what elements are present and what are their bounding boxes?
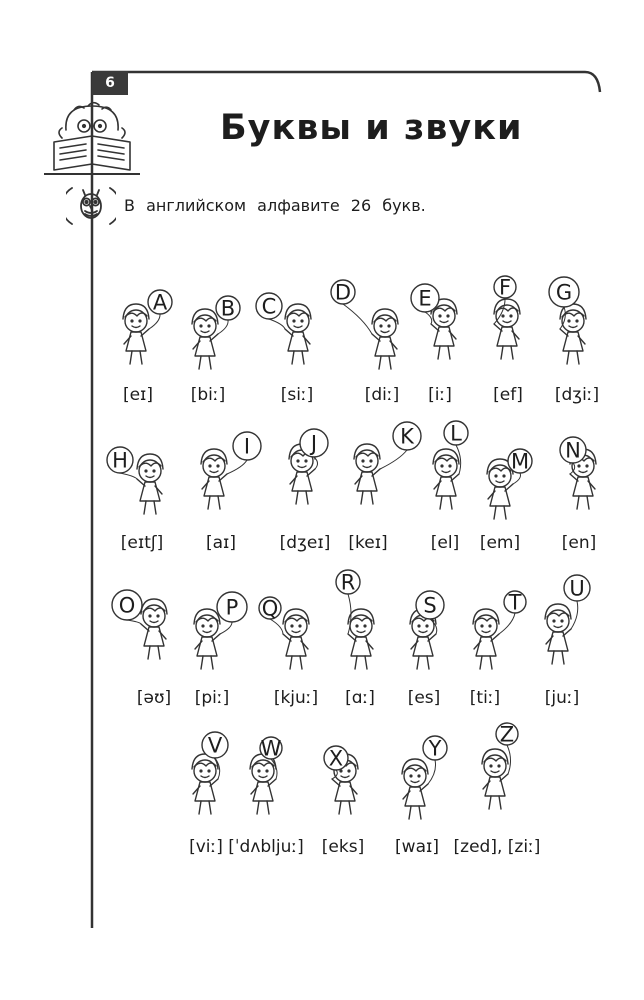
pronunciation: [viː] <box>189 837 223 857</box>
child-holding-balloon-icon <box>487 459 513 519</box>
balloon-letter: E <box>418 286 432 311</box>
balloon-letter: D <box>334 280 352 305</box>
balloon-string <box>269 319 285 329</box>
pronunciation: [əʊ] <box>136 688 172 708</box>
pronunciation: [waɪ] <box>395 837 439 857</box>
balloon-string <box>380 450 407 469</box>
child-holding-balloon-icon <box>372 309 398 369</box>
pronunciation: [eɪtʃ] <box>120 533 164 553</box>
child-holding-balloon-icon <box>402 759 428 819</box>
pronunciation: [juː] <box>544 688 580 708</box>
child-holding-balloon-icon <box>123 304 149 364</box>
pronunciation: [eks] <box>321 837 365 857</box>
alphabet-card-r <box>336 570 375 708</box>
balloon-string <box>127 620 141 624</box>
alphabet-card-y <box>395 736 447 857</box>
child-holding-balloon-icon <box>283 609 309 669</box>
pronunciation: [aɪ] <box>206 533 236 553</box>
alphabet-card-x <box>322 746 364 857</box>
balloon-letter: M <box>510 449 530 474</box>
alphabet-card-f <box>493 276 523 406</box>
alphabet-card-e <box>411 284 457 405</box>
balloon-string <box>571 601 578 629</box>
child-holding-balloon-icon <box>201 449 227 509</box>
balloon-string <box>343 304 372 334</box>
alphabet-card-a <box>123 290 172 405</box>
child-holding-balloon-icon <box>141 599 167 659</box>
child-holding-balloon-icon <box>137 454 163 514</box>
child-holding-balloon-icon <box>494 299 520 359</box>
alphabet-card-k <box>348 422 421 553</box>
balloon-letter: H <box>112 448 128 473</box>
balloon-string <box>227 460 247 474</box>
child-holding-balloon-icon <box>348 609 374 669</box>
alphabet-card-j <box>280 429 331 553</box>
child-holding-balloon-icon <box>560 304 586 364</box>
balloon-letter: A <box>152 290 168 315</box>
balloon-letter: K <box>400 424 414 449</box>
alphabet-card-z <box>454 723 541 858</box>
pronunciation: [eɪ] <box>122 385 154 405</box>
alphabet-card-d <box>331 280 399 405</box>
pronunciation: [ɑː] <box>345 688 375 708</box>
child-holding-balloon-icon <box>354 444 380 504</box>
page-number: 6 <box>92 71 128 95</box>
pronunciation: [zed], [ziː] <box>453 837 541 857</box>
pronunciation: [ef] <box>493 385 523 405</box>
child-holding-balloon-icon <box>194 609 220 669</box>
child-holding-balloon-icon <box>433 449 459 509</box>
balloon-string <box>513 473 521 484</box>
pronunciation: [iː] <box>428 385 452 405</box>
pronunciation: [dʒeɪ] <box>279 533 331 553</box>
pronunciation: [biː] <box>190 385 226 405</box>
pronunciation: [en] <box>561 533 597 553</box>
balloon-letter: U <box>569 576 585 601</box>
alphabet-card-u <box>545 575 590 708</box>
balloon-letter: F <box>498 275 512 300</box>
balloon-string <box>428 760 436 784</box>
alphabet-card-v <box>189 732 228 857</box>
child-holding-balloon-icon <box>192 309 218 369</box>
balloon-string <box>220 622 232 634</box>
alphabet-card-m <box>480 449 532 553</box>
child-holding-balloon-icon <box>250 754 276 814</box>
balloon-letter: W <box>260 736 282 761</box>
alphabet-card-o <box>112 590 171 708</box>
balloon-letter: G <box>555 280 573 305</box>
balloon-letter: P <box>225 595 239 620</box>
balloon-letter: Q <box>261 596 279 621</box>
pronunciation: [kjuː] <box>273 688 319 708</box>
page-title: Буквы и звуки <box>220 108 523 148</box>
balloon-letter: N <box>565 438 581 463</box>
alphabet-card-q <box>259 597 318 709</box>
alphabet-card-w <box>228 737 304 858</box>
balloon-letter: Y <box>428 736 442 761</box>
alphabet-card-t <box>470 591 526 709</box>
child-holding-balloon-icon <box>192 754 218 814</box>
pronunciation: [ˈdʌbljuː] <box>228 837 304 857</box>
pronunciation: [dʒiː] <box>554 385 600 405</box>
balloon-letter: I <box>243 434 251 459</box>
child-holding-balloon-icon <box>285 304 311 364</box>
balloon-string <box>499 613 515 634</box>
pronunciation: [tiː] <box>469 688 501 708</box>
pronunciation: [em] <box>479 533 521 553</box>
child-holding-balloon-icon <box>545 604 571 664</box>
balloon-letter: S <box>423 593 437 618</box>
pronunciation: [diː] <box>364 385 400 405</box>
alphabet-card-p <box>194 592 247 708</box>
alphabet-card-g <box>549 277 599 405</box>
alphabet-card-i <box>201 432 261 553</box>
intro-text: В английском алфавите 26 букв. <box>124 196 426 215</box>
balloon-letter: J <box>310 431 318 456</box>
pronunciation: [el] <box>430 533 460 553</box>
pronunciation: [piː] <box>194 688 230 708</box>
alphabet-card-n <box>560 437 596 553</box>
balloon-string <box>149 314 160 329</box>
balloon-letter: T <box>508 590 522 615</box>
balloon-letter: O <box>118 593 136 618</box>
alphabet-card-l <box>431 421 468 553</box>
balloon-letter: Z <box>499 722 515 747</box>
alphabet-card-c <box>256 293 313 405</box>
child-holding-balloon-icon <box>473 609 499 669</box>
balloon-string <box>270 619 283 634</box>
balloon-letter: V <box>207 733 223 758</box>
alphabet-card-h <box>107 447 163 553</box>
alphabet-card-b <box>191 296 240 405</box>
balloon-letter: C <box>261 294 277 319</box>
balloon-string <box>218 320 228 334</box>
balloon-string <box>120 473 137 479</box>
child-holding-balloon-icon <box>482 749 508 809</box>
balloon-letter: B <box>220 296 236 321</box>
pronunciation: [siː] <box>280 385 314 405</box>
alphabet-card-s <box>408 591 444 708</box>
pronunciation: [es] <box>407 688 441 708</box>
balloon-letter: L <box>450 421 462 446</box>
balloon-letter: R <box>340 570 356 595</box>
balloon-letter: X <box>328 746 344 771</box>
pronunciation: [keɪ] <box>348 533 388 553</box>
